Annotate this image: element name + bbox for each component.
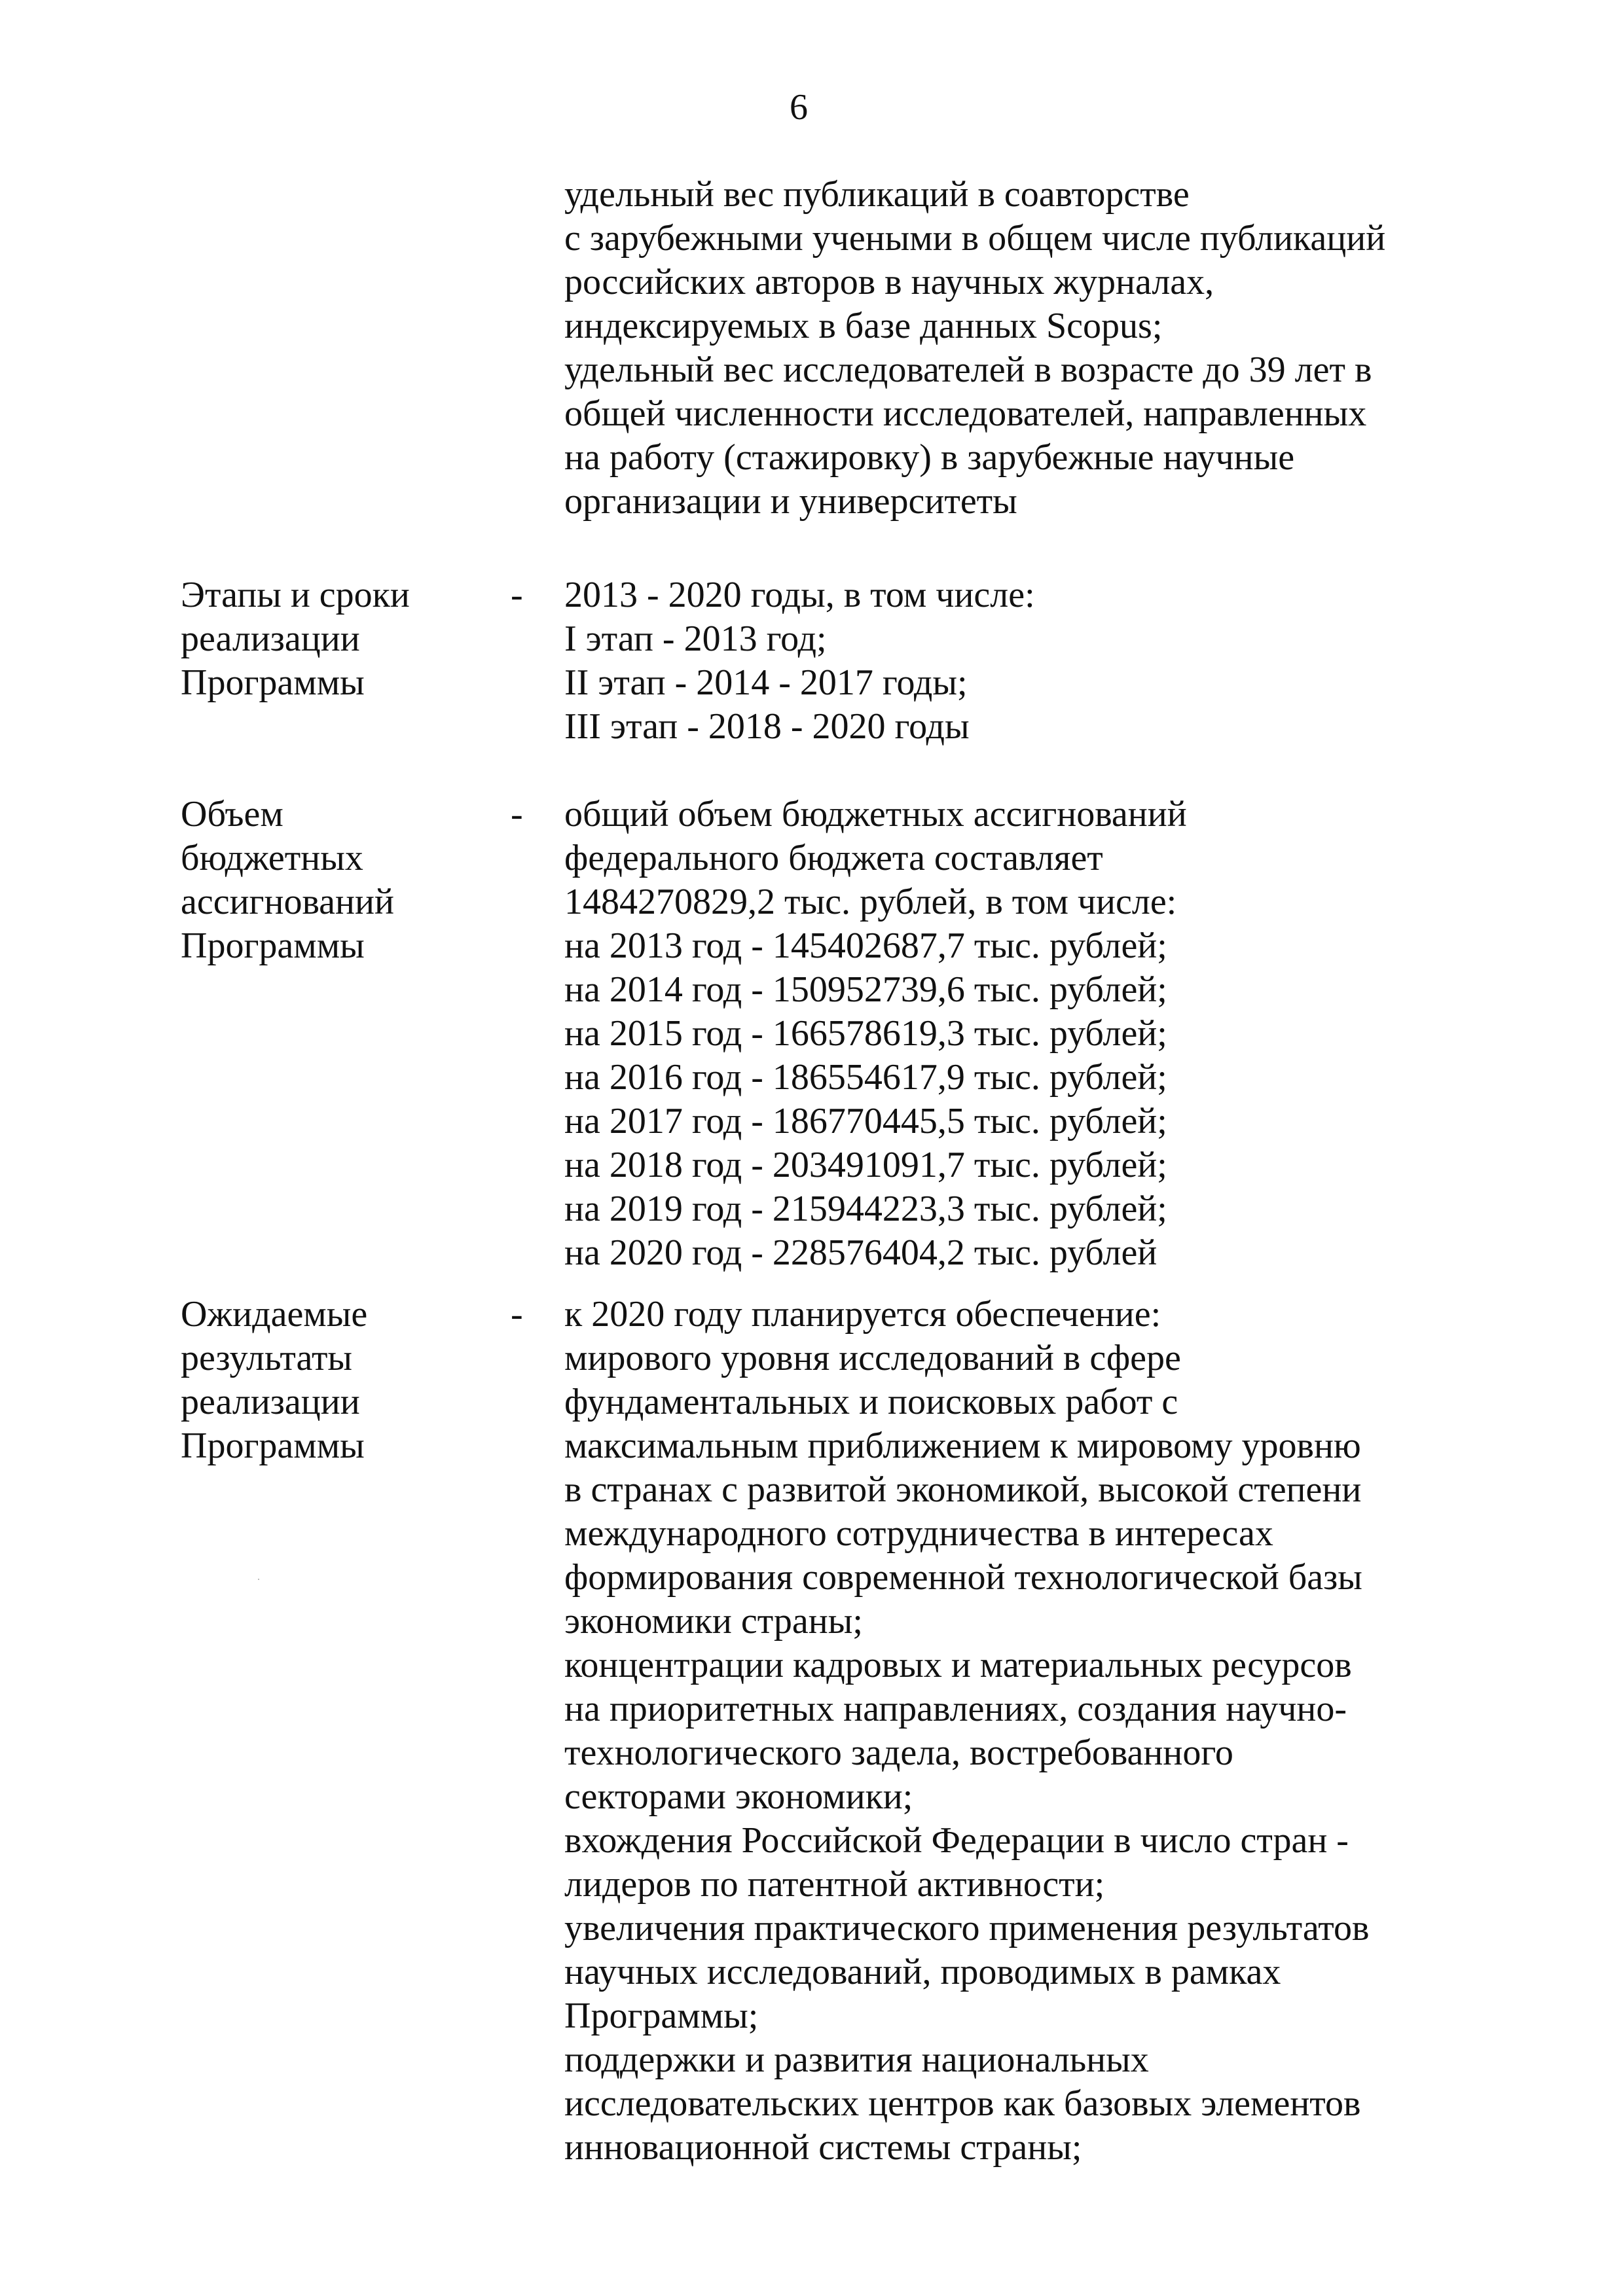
label-line: Программы [181,1426,365,1466]
text-line: российских авторов в научных журналах, [564,262,1214,302]
text-line: увеличения практического применения результатов [564,1908,1370,1948]
text-line: на 2016 год - 186554617,9 тыс. рублей; [564,1057,1167,1098]
row-dash: - [511,575,523,615]
text-line: на 2013 год - 145402687,7 тыс. рублей; [564,925,1167,966]
row-label [181,573,410,705]
text-line: Программы; [564,1996,759,2036]
label-line: бюджетных [181,838,363,878]
text-line: максимальным приближением к мировому уровню [564,1426,1361,1466]
intro-paragraph [564,173,1385,524]
row-dash: - [511,794,523,834]
label-line: реализации [181,1382,360,1422]
text-line: международного сотрудничества в интересах [564,1513,1273,1554]
text-line: общей численности исследователей, направленных [564,393,1367,434]
label-line: ассигнований [181,882,394,922]
text-line: на 2018 год - 203491091,7 тыс. рублей; [564,1145,1167,1185]
row-body [564,1293,1369,2170]
text-line: индексируемых в базе данных Scopus; [564,306,1163,346]
row-label [181,1293,367,1468]
text-line: с зарубежными учеными в общем числе публикаций [564,218,1386,259]
text-line: на 2015 год - 166578619,3 тыс. рублей; [564,1013,1167,1054]
text-line: концентрации кадровых и материальных ресурсов [564,1645,1352,1685]
label-line: результаты [181,1338,353,1378]
text-line: инновационной системы страны; [564,2127,1082,2168]
text-line: II этап - 2014 - 2017 годы; [564,662,968,703]
text-line: общий объем бюджетных ассигнований [564,794,1187,834]
text-line: экономики страны; [564,1601,863,1641]
text-line: мирового уровня исследований в сфере [564,1338,1181,1378]
text-line: 1484270829,2 тыс. рублей, в том числе: [564,882,1177,922]
text-line: 2013 - 2020 годы, в том числе: [564,575,1035,615]
text-line: удельный вес исследователей в возрасте до 39 лет в [564,350,1372,390]
text-line: в странах с развитой экономикой, высокой степени [564,1469,1362,1510]
label-line: реализации [181,619,360,659]
text-line: на 2014 год - 150952739,6 тыс. рублей; [564,969,1167,1010]
text-line: I этап - 2013 год; [564,619,827,659]
row-body [564,793,1187,1275]
text-line: формирования современной технологической базы [564,1557,1362,1598]
label-line: Объем [181,794,283,834]
text-line: федерального бюджета составляет [564,838,1103,878]
text-line: технологического задела, востребованного [564,1732,1233,1773]
label-line: Программы [181,925,365,966]
text-line: III этап - 2018 - 2020 годы [564,706,970,747]
text-line: вхождения Российской Федерации в число стран - [564,1820,1349,1861]
text-line: на 2017 год - 186770445,5 тыс. рублей; [564,1101,1167,1141]
text-line: научных исследований, проводимых в рамках [564,1952,1281,1992]
row-label [181,793,394,968]
page-number: 6 [790,87,808,128]
text-line: исследовательских центров как базовых элементов [564,2083,1361,2124]
text-line: фундаментальных и поисковых работ с [564,1382,1178,1422]
text-line: на работу (стажировку) в зарубежные научные [564,437,1295,478]
text-line: поддержки и развития национальных [564,2039,1149,2080]
label-line: Программы [181,662,365,703]
text-line: удельный вес публикаций в соавторстве [564,174,1190,215]
label-line: Ожидаемые [181,1294,368,1335]
row-body [564,573,1035,749]
label-line: Этапы и сроки [181,575,410,615]
text-line: на 2019 год - 215944223,3 тыс. рублей; [564,1189,1167,1229]
text-line: на 2020 год - 228576404,2 тыс. рублей [564,1232,1158,1273]
text-line: к 2020 году планируется обеспечение: [564,1294,1161,1335]
text-line: организации и университеты [564,481,1017,522]
scan-speck [258,1579,259,1580]
text-line: на приоритетных направлениях, создания научно- [564,1689,1347,1729]
row-dash: - [511,1294,523,1335]
text-line: лидеров по патентной активности; [564,1864,1105,1905]
text-line: секторами экономики; [564,1776,913,1817]
